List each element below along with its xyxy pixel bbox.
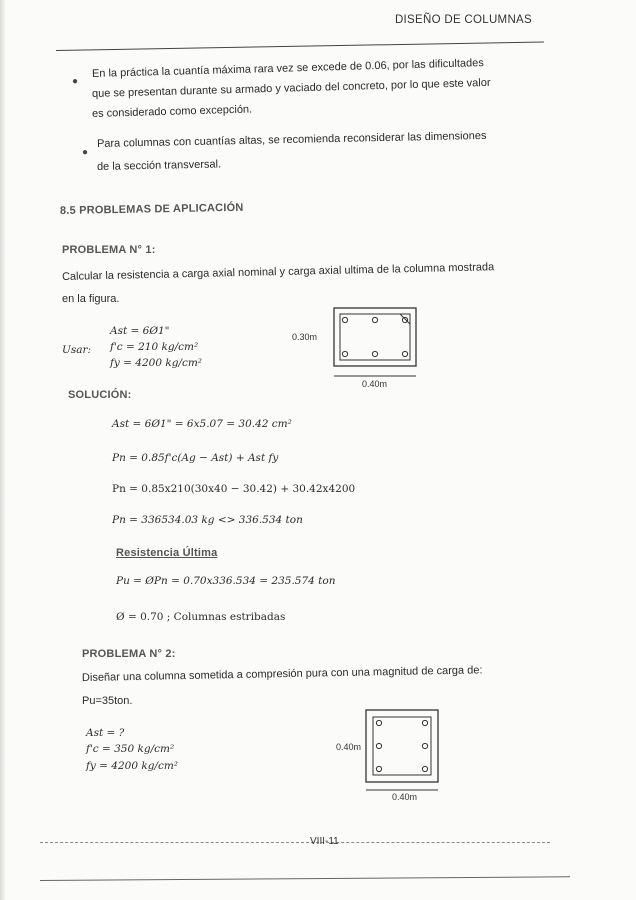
rebar bbox=[342, 317, 347, 322]
solution-step-3: Pn = 0.85x210(30x40 − 30.42) + 30.42x4200 bbox=[112, 483, 356, 495]
rebar bbox=[342, 351, 347, 356]
figure-1-height-label: 0.30m bbox=[292, 332, 318, 342]
scan-edge-shadow bbox=[0, 0, 6, 900]
solution-step-4: Pn = 336534.03 kg <> 336.534 ton bbox=[112, 514, 303, 526]
bullet-icon: ● bbox=[72, 76, 79, 87]
given-fc: f'c = 210 kg/cm² bbox=[110, 341, 199, 353]
problem-1-title: PROBLEMA N° 1: bbox=[62, 244, 156, 256]
header-rule bbox=[56, 41, 544, 51]
usar-label: Usar: bbox=[62, 344, 92, 356]
solution-title: SOLUCIÓN: bbox=[68, 389, 132, 401]
figure-1-width-label: 0.40m bbox=[362, 379, 388, 389]
bullet-2-line-1: Para columnas con cuantías altas, se recomienda reconsiderar las dimensiones bbox=[96, 129, 487, 150]
p2-given-fc: f'c = 350 kg/cm² bbox=[86, 743, 175, 755]
rebar bbox=[372, 317, 377, 322]
figure-2-width-label: 0.40m bbox=[392, 792, 418, 802]
ultimate-step-1: Pu = ØPn = 0.70x336.534 = 235.574 ton bbox=[116, 575, 336, 587]
page-number: VIII-11 bbox=[310, 836, 339, 847]
given-fy: fy = 4200 kg/cm² bbox=[110, 357, 203, 369]
rebar bbox=[402, 317, 407, 322]
rebar bbox=[372, 351, 377, 356]
p2-given-ast: Ast = ? bbox=[86, 727, 125, 739]
stirrup bbox=[340, 314, 410, 360]
bullet-icon: ● bbox=[82, 147, 89, 158]
given-ast: Ast = 6Ø1" bbox=[110, 325, 170, 337]
rebar bbox=[376, 743, 381, 748]
figure-2-height-label: 0.40m bbox=[336, 742, 362, 752]
ultimate-step-2: Ø = 0.70 ; Columnas estribadas bbox=[116, 611, 286, 623]
column-section-figure-2 bbox=[330, 704, 460, 804]
problem-1-statement-line-2: en la figura. bbox=[62, 293, 120, 305]
solution-step-2: Pn = 0.85f'c(Ag − Ast) + Ast fy bbox=[112, 452, 279, 464]
solution-step-1: Ast = 6Ø1" = 6x5.07 = 30.42 cm² bbox=[112, 418, 292, 430]
rebar bbox=[376, 766, 381, 771]
p2-given-fy: fy = 4200 kg/cm² bbox=[86, 760, 179, 772]
footer-rule-bottom bbox=[40, 876, 570, 881]
running-header: DISEÑO DE COLUMNAS bbox=[394, 14, 532, 26]
column-outline bbox=[334, 308, 416, 366]
rebar bbox=[402, 351, 407, 356]
rebar bbox=[422, 720, 427, 725]
footer-rule bbox=[40, 842, 550, 843]
section-heading: 8.5 PROBLEMAS DE APLICACIÓN bbox=[59, 201, 244, 217]
problem-2-title: PROBLEMA N° 2: bbox=[82, 648, 176, 660]
bullet-1-line-3: es considerado como excepción. bbox=[91, 103, 253, 120]
problem-2-statement-line-1: Diseñar una columna sometida a compresión pura con una magnitud de carga de: bbox=[81, 664, 483, 684]
problem-2-statement-line-2: Pu=35ton. bbox=[82, 695, 133, 707]
rebar bbox=[422, 766, 427, 771]
problem-1-statement-line-1: Calcular la resistencia a carga axial nominal y carga axial ultima de la columna mostrada bbox=[61, 261, 495, 283]
bullet-1-line-2: que se presentan durante su armado y vaciado del concreto, por lo que este valor bbox=[91, 76, 491, 100]
column-section-figure-1 bbox=[290, 300, 440, 390]
rebar bbox=[376, 720, 381, 725]
bullet-2-line-2: de la sección transversal. bbox=[96, 158, 222, 173]
ultimate-resistance-title: Resistencia Última bbox=[116, 547, 218, 559]
bullet-1-line-1: En la práctica la cuantía máxima rara vez se excede de 0.06, por las dificultades bbox=[91, 57, 484, 80]
rebar bbox=[422, 743, 427, 748]
